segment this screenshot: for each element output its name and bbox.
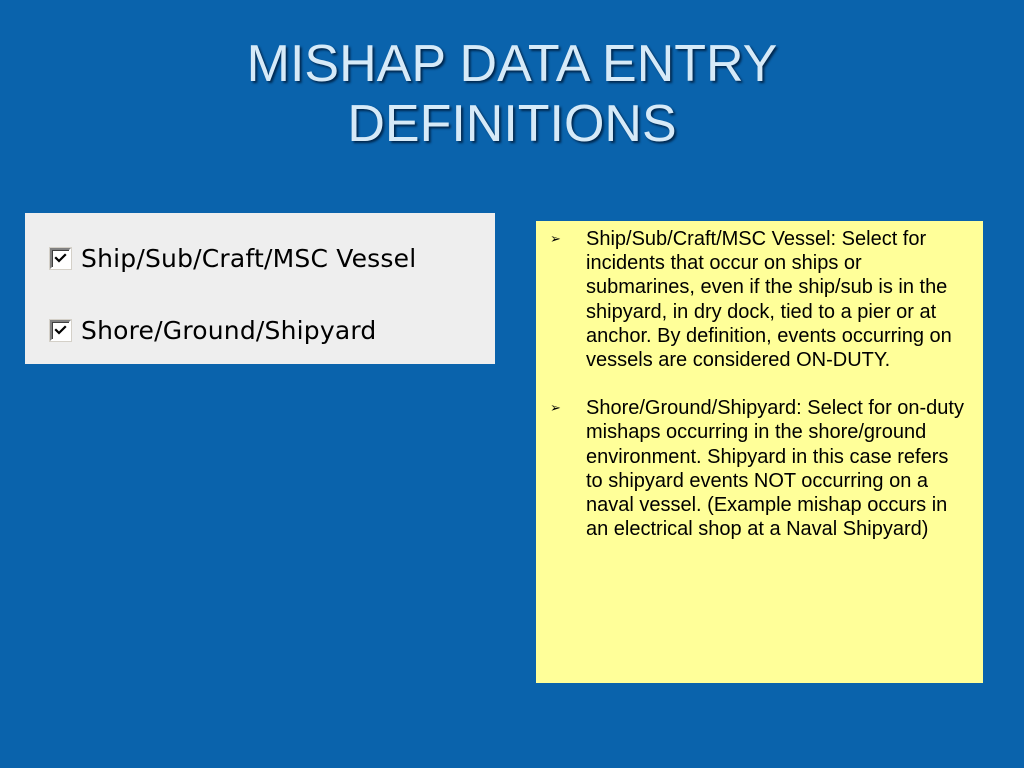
definition-text-shore-ground: Shore/Ground/Shipyard: Select for on-duty mishaps occurring in the shore/ground environment. Shipyard in this case refers to shipyard events NOT occurring on a naval vessel. (Example mishap occurs in an electrical shop at a Naval Shipyard) bbox=[586, 397, 964, 541]
arrow-bullet-icon: ➢ bbox=[550, 231, 561, 246]
definitions-box bbox=[536, 221, 983, 683]
definition-text-ship-vessel: Ship/Sub/Craft/MSC Vessel: Select for incidents that occur on ships or submarines, even if the ship/sub is in the shipyard, in dry dock, tied to a pier or at anchor. By definition, events occurring on vessels are considered ON-DUTY. bbox=[586, 228, 952, 372]
slide-title bbox=[0, 34, 1024, 154]
ship-vessel-checkbox-label[interactable]: Ship/Sub/Craft/MSC Vessel bbox=[81, 244, 417, 273]
slide-title-line-1: MISHAP DATA ENTRY bbox=[246, 35, 778, 93]
ship-vessel-checkbox[interactable] bbox=[50, 248, 71, 269]
shore-ground-checkbox[interactable] bbox=[50, 320, 71, 341]
definition-item-shore-ground bbox=[548, 396, 969, 541]
checkmark-icon bbox=[54, 252, 67, 265]
slide-title-line-2: DEFINITIONS bbox=[347, 95, 677, 153]
shore-ground-checkbox-label[interactable]: Shore/Ground/Shipyard bbox=[81, 316, 377, 345]
definition-item-ship-vessel bbox=[548, 227, 969, 372]
shore-ground-checkbox-row[interactable] bbox=[50, 316, 376, 345]
checkmark-icon bbox=[54, 324, 67, 337]
ship-vessel-checkbox-row[interactable] bbox=[50, 244, 416, 273]
arrow-bullet-icon: ➢ bbox=[550, 400, 561, 416]
